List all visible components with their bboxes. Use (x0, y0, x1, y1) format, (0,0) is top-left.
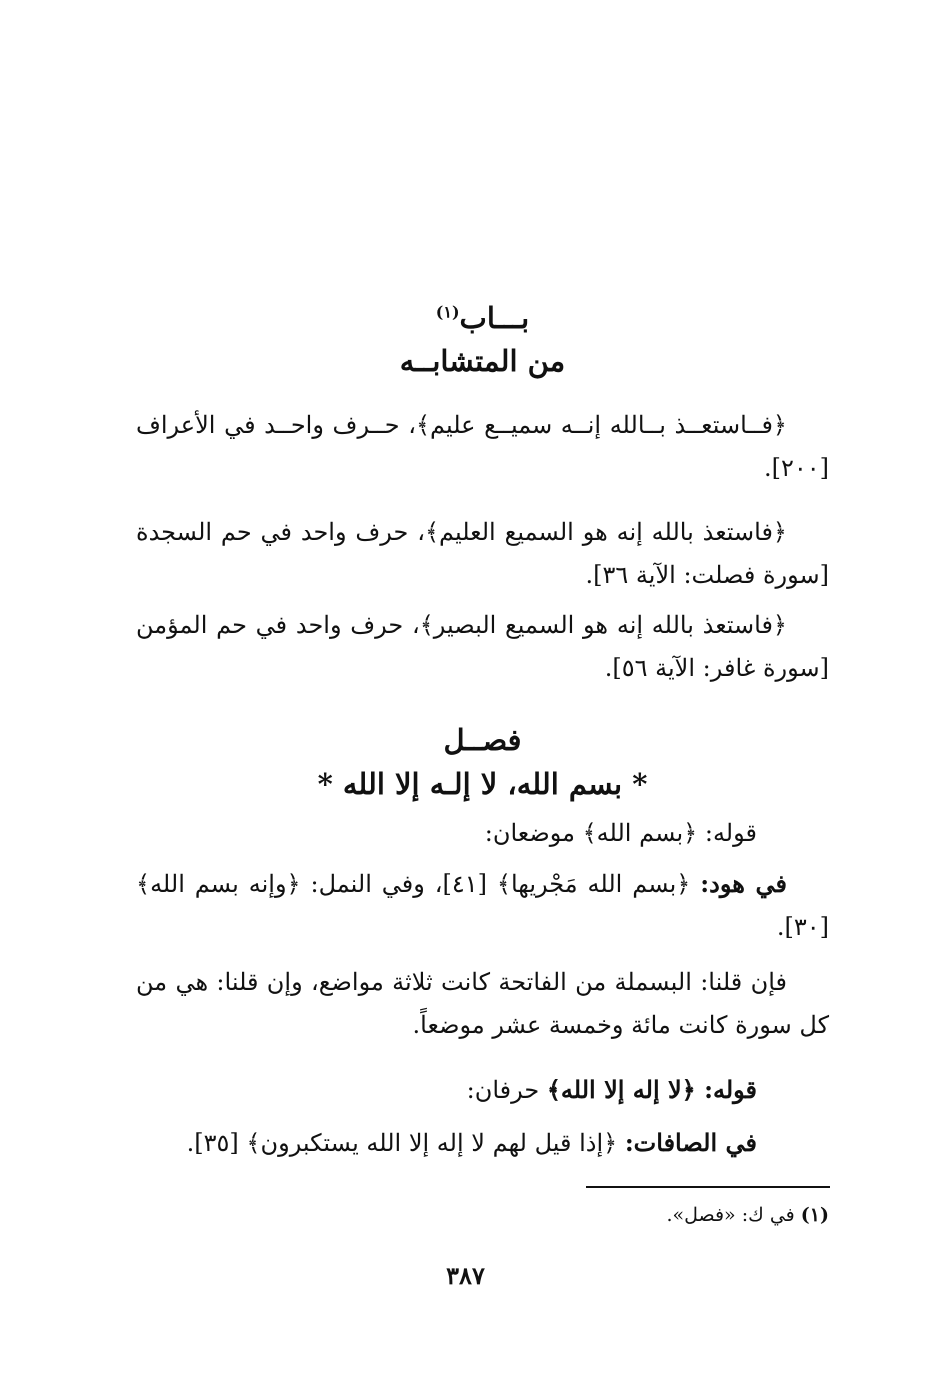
line-tahlil-count (136, 1068, 829, 1112)
line-saffat (136, 1121, 829, 1165)
footnote-divider (586, 1186, 830, 1188)
paragraph-3: ﴿فاستعذ بالله إنه هو السميع البصير﴾، حرف واحد في حم المؤمن [سورة غافر: الآية ٥٦]. (136, 611, 829, 682)
chapter-title-text: بـــاب (459, 301, 530, 335)
chapter-title (136, 298, 829, 338)
chapter-subtitle: من المتشابــه (399, 344, 566, 378)
footnote-marker: (١) (800, 1204, 829, 1226)
saffat-label: في الصافات: (624, 1128, 757, 1157)
paragraph-basmala-fatiha: فإن قلنا: البسملة من الفاتحة كانت ثلاثة مواضع، وإن قلنا: هي من كل سورة كانت مائة وخمسة عشر موضعاً. (136, 968, 829, 1039)
paragraph-2: ﴿فاستعذ بالله إنه هو السميع العليم﴾، حرف واحد في حم السجدة [سورة فصلت: الآية ٣٦]. (136, 518, 829, 589)
paragraph-hud-naml (136, 862, 829, 949)
chapter-footnote-ref: (١) (435, 302, 460, 322)
page-number: ٣٨٧ (446, 1261, 485, 1290)
footnote-text: في ك: «فصل». (666, 1204, 801, 1226)
section-subtitle: * بسم الله، لا إلـه إلا الله * (317, 767, 648, 801)
section-title: فصــل (443, 723, 522, 757)
saffat-text: ﴿إذا قيل لهم لا إله إلا الله يستكبرون﴾ [٣٥]. (186, 1129, 625, 1157)
footnote (136, 1200, 829, 1230)
hud-text: ﴿بسم الله مَجْريها﴾ [٤١]، وفي النمل: ﴿وإنه بسم الله﴾ [٣٠]. (136, 870, 829, 941)
tahlil-label: قوله: ﴿لا إله إلا الله﴾ (546, 1075, 757, 1104)
line-basmala-count: قوله: ﴿بسم الله﴾ موضعان: (484, 819, 757, 847)
tahlil-text: حرفان: (466, 1076, 547, 1104)
paragraph-1: ﴿فــاستعــذ بــالله إنــه سميــع عليم﴾، حــرف واحــد في الأعراف [٢٠٠]. (136, 411, 829, 482)
hud-label: في هود: (700, 869, 787, 898)
